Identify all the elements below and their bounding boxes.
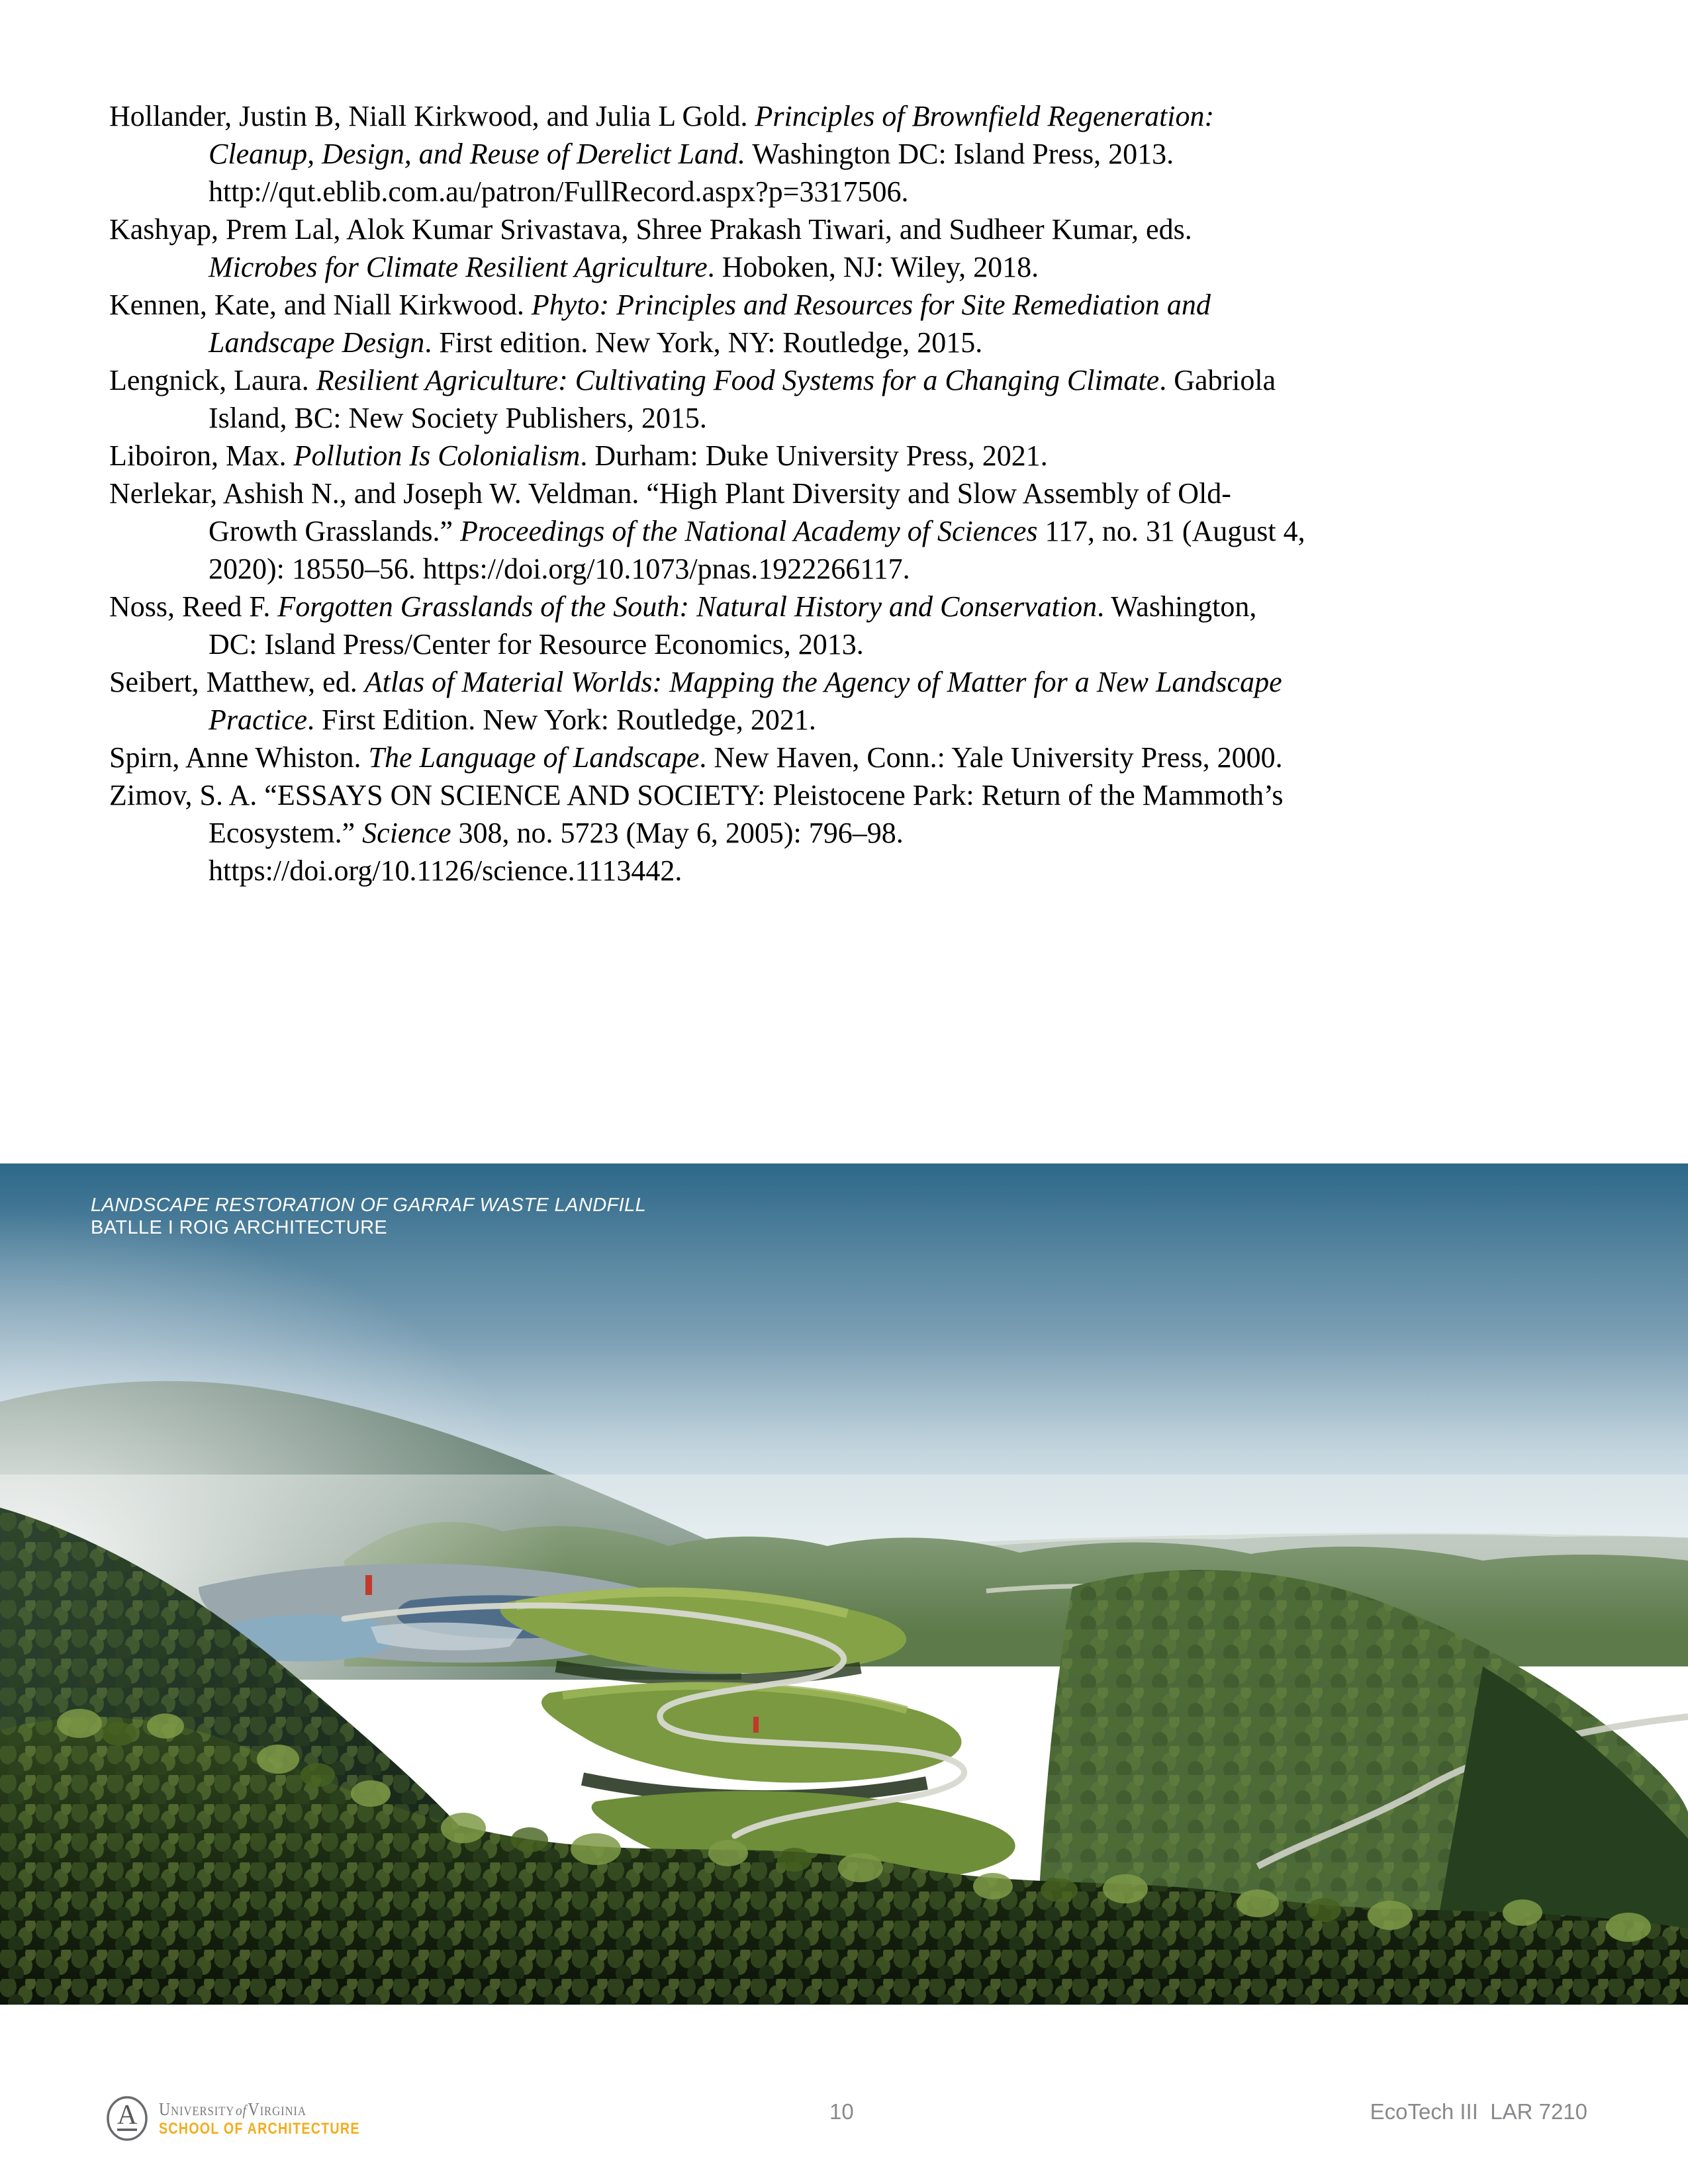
bibliography-entry	[109, 437, 1307, 475]
citation-text: Zimov, S. A. “ESSAYS ON SCIENCE AND SOCIETY: Pleistocene Park: Return of the Mammoth’s Ecosystem.”	[109, 779, 1284, 849]
citation-text: Kashyap, Prem Lal, Alok Kumar Srivastava, Shree Prakash Tiwari, and Sudheer Kumar, eds.	[109, 213, 1192, 246]
citation-text: Kennen, Kate, and Niall Kirkwood.	[109, 289, 532, 321]
citation-text: Seibert, Matthew, ed.	[109, 666, 365, 698]
citation-title: Microbes for Climate Resilient Agriculture	[209, 251, 708, 283]
landscape-photo-art	[0, 1163, 1688, 2005]
logo-word-university: University	[159, 2099, 235, 2119]
citation-title: Pollution Is Colonialism	[293, 439, 581, 472]
logo-text	[159, 2095, 404, 2138]
bibliography-entry	[109, 588, 1307, 663]
citation-text: Spirn, Anne Whiston.	[109, 741, 369, 774]
bibliography-entry	[109, 475, 1307, 588]
citation-title: Principles of Brownfield Regeneration: Cleanup, Design, and Reuse of Derelict Land.	[209, 100, 1215, 170]
citation-text: . Washington, DC: Island Press/Center for Resource Economics, 2013.	[209, 590, 1257, 660]
citation-text: . Hoboken, NJ: Wiley, 2018.	[707, 251, 1039, 283]
citation-title: Forgotten Grasslands of the South: Natural History and Conservation	[277, 590, 1098, 623]
citation-text: Washington DC: Island Press, 2013. http://qut.eblib.com.au/patron/FullRecord.aspx?p=3317506.	[209, 138, 1174, 208]
uva-school-logo	[106, 2095, 404, 2142]
citation-text: Lengnick, Laura.	[109, 364, 316, 396]
citation-title: The Language of Landscape	[368, 741, 700, 774]
citation-text: Liboiron, Max.	[109, 439, 294, 472]
logo-monogram: A	[117, 2100, 138, 2130]
citation-title: Atlas of Material Worlds: Mapping the Agency of Matter for a New Landscape Practice	[209, 666, 1282, 736]
bibliography-entry	[109, 776, 1307, 889]
citation-text: . New Haven, Conn.: Yale University Press, 2000.	[699, 741, 1283, 774]
citation-text: Nerlekar, Ashish N., and Joseph W. Veldman. “High Plant Diversity and Slow Assembly of Old-Growth Grasslands.”	[109, 477, 1231, 547]
bibliography-list	[109, 97, 1307, 889]
logo-word-virginia: Virginia	[248, 2099, 306, 2119]
citation-text: 308, no. 5723 (May 6, 2005): 796–98. https://doi.org/10.1126/science.1113442.	[209, 817, 904, 887]
course-label: EcoTech III LAR 7210	[1370, 2099, 1587, 2124]
bibliography-entry	[109, 97, 1307, 210]
bibliography-entry	[109, 210, 1307, 286]
citation-text: . Gabriola Island, BC: New Society Publishers, 2015.	[209, 364, 1276, 434]
uva-a-monogram-icon	[106, 2095, 150, 2142]
logo-school-name: SCHOOL OF ARCHITECTURE	[159, 2120, 360, 2138]
citation-text: Hollander, Justin B, Niall Kirkwood, and Julia L Gold.	[109, 100, 755, 132]
citation-text: 117, no. 31 (August 4, 2020): 18550–56. https://doi.org/10.1073/pnas.1922266117.	[209, 515, 1305, 585]
bibliography-entry	[109, 739, 1307, 776]
citation-text: Noss, Reed F.	[109, 590, 278, 623]
bibliography-entry	[109, 361, 1307, 437]
photo-caption	[91, 1194, 646, 1239]
bibliography-entry	[109, 286, 1307, 361]
bibliography-entry	[109, 663, 1307, 739]
citation-text: . First Edition. New York: Routledge, 2021.	[307, 704, 816, 736]
logo-word-of: of	[235, 2102, 247, 2118]
citation-title: Science	[362, 817, 451, 849]
photo-caption-title: LANDSCAPE RESTORATION OF GARRAF WASTE LANDFILL	[91, 1195, 647, 1216]
photo-caption-credit: BATLLE I ROIG ARCHITECTURE	[91, 1217, 388, 1238]
citation-title: Resilient Agriculture: Cultivating Food Systems for a Changing Climate	[316, 364, 1160, 396]
citation-title: Phyto: Principles and Resources for Site Remediation and Landscape Design	[209, 289, 1211, 359]
citation-text: . First edition. New York, NY: Routledge, 2015.	[424, 326, 983, 359]
citation-title: Proceedings of the National Academy of Sciences	[460, 515, 1038, 547]
page-number: 10	[829, 2099, 854, 2124]
citation-text: . Durham: Duke University Press, 2021.	[580, 439, 1048, 472]
logo-university-name	[159, 2101, 375, 2119]
landscape-photo	[0, 1163, 1688, 2005]
